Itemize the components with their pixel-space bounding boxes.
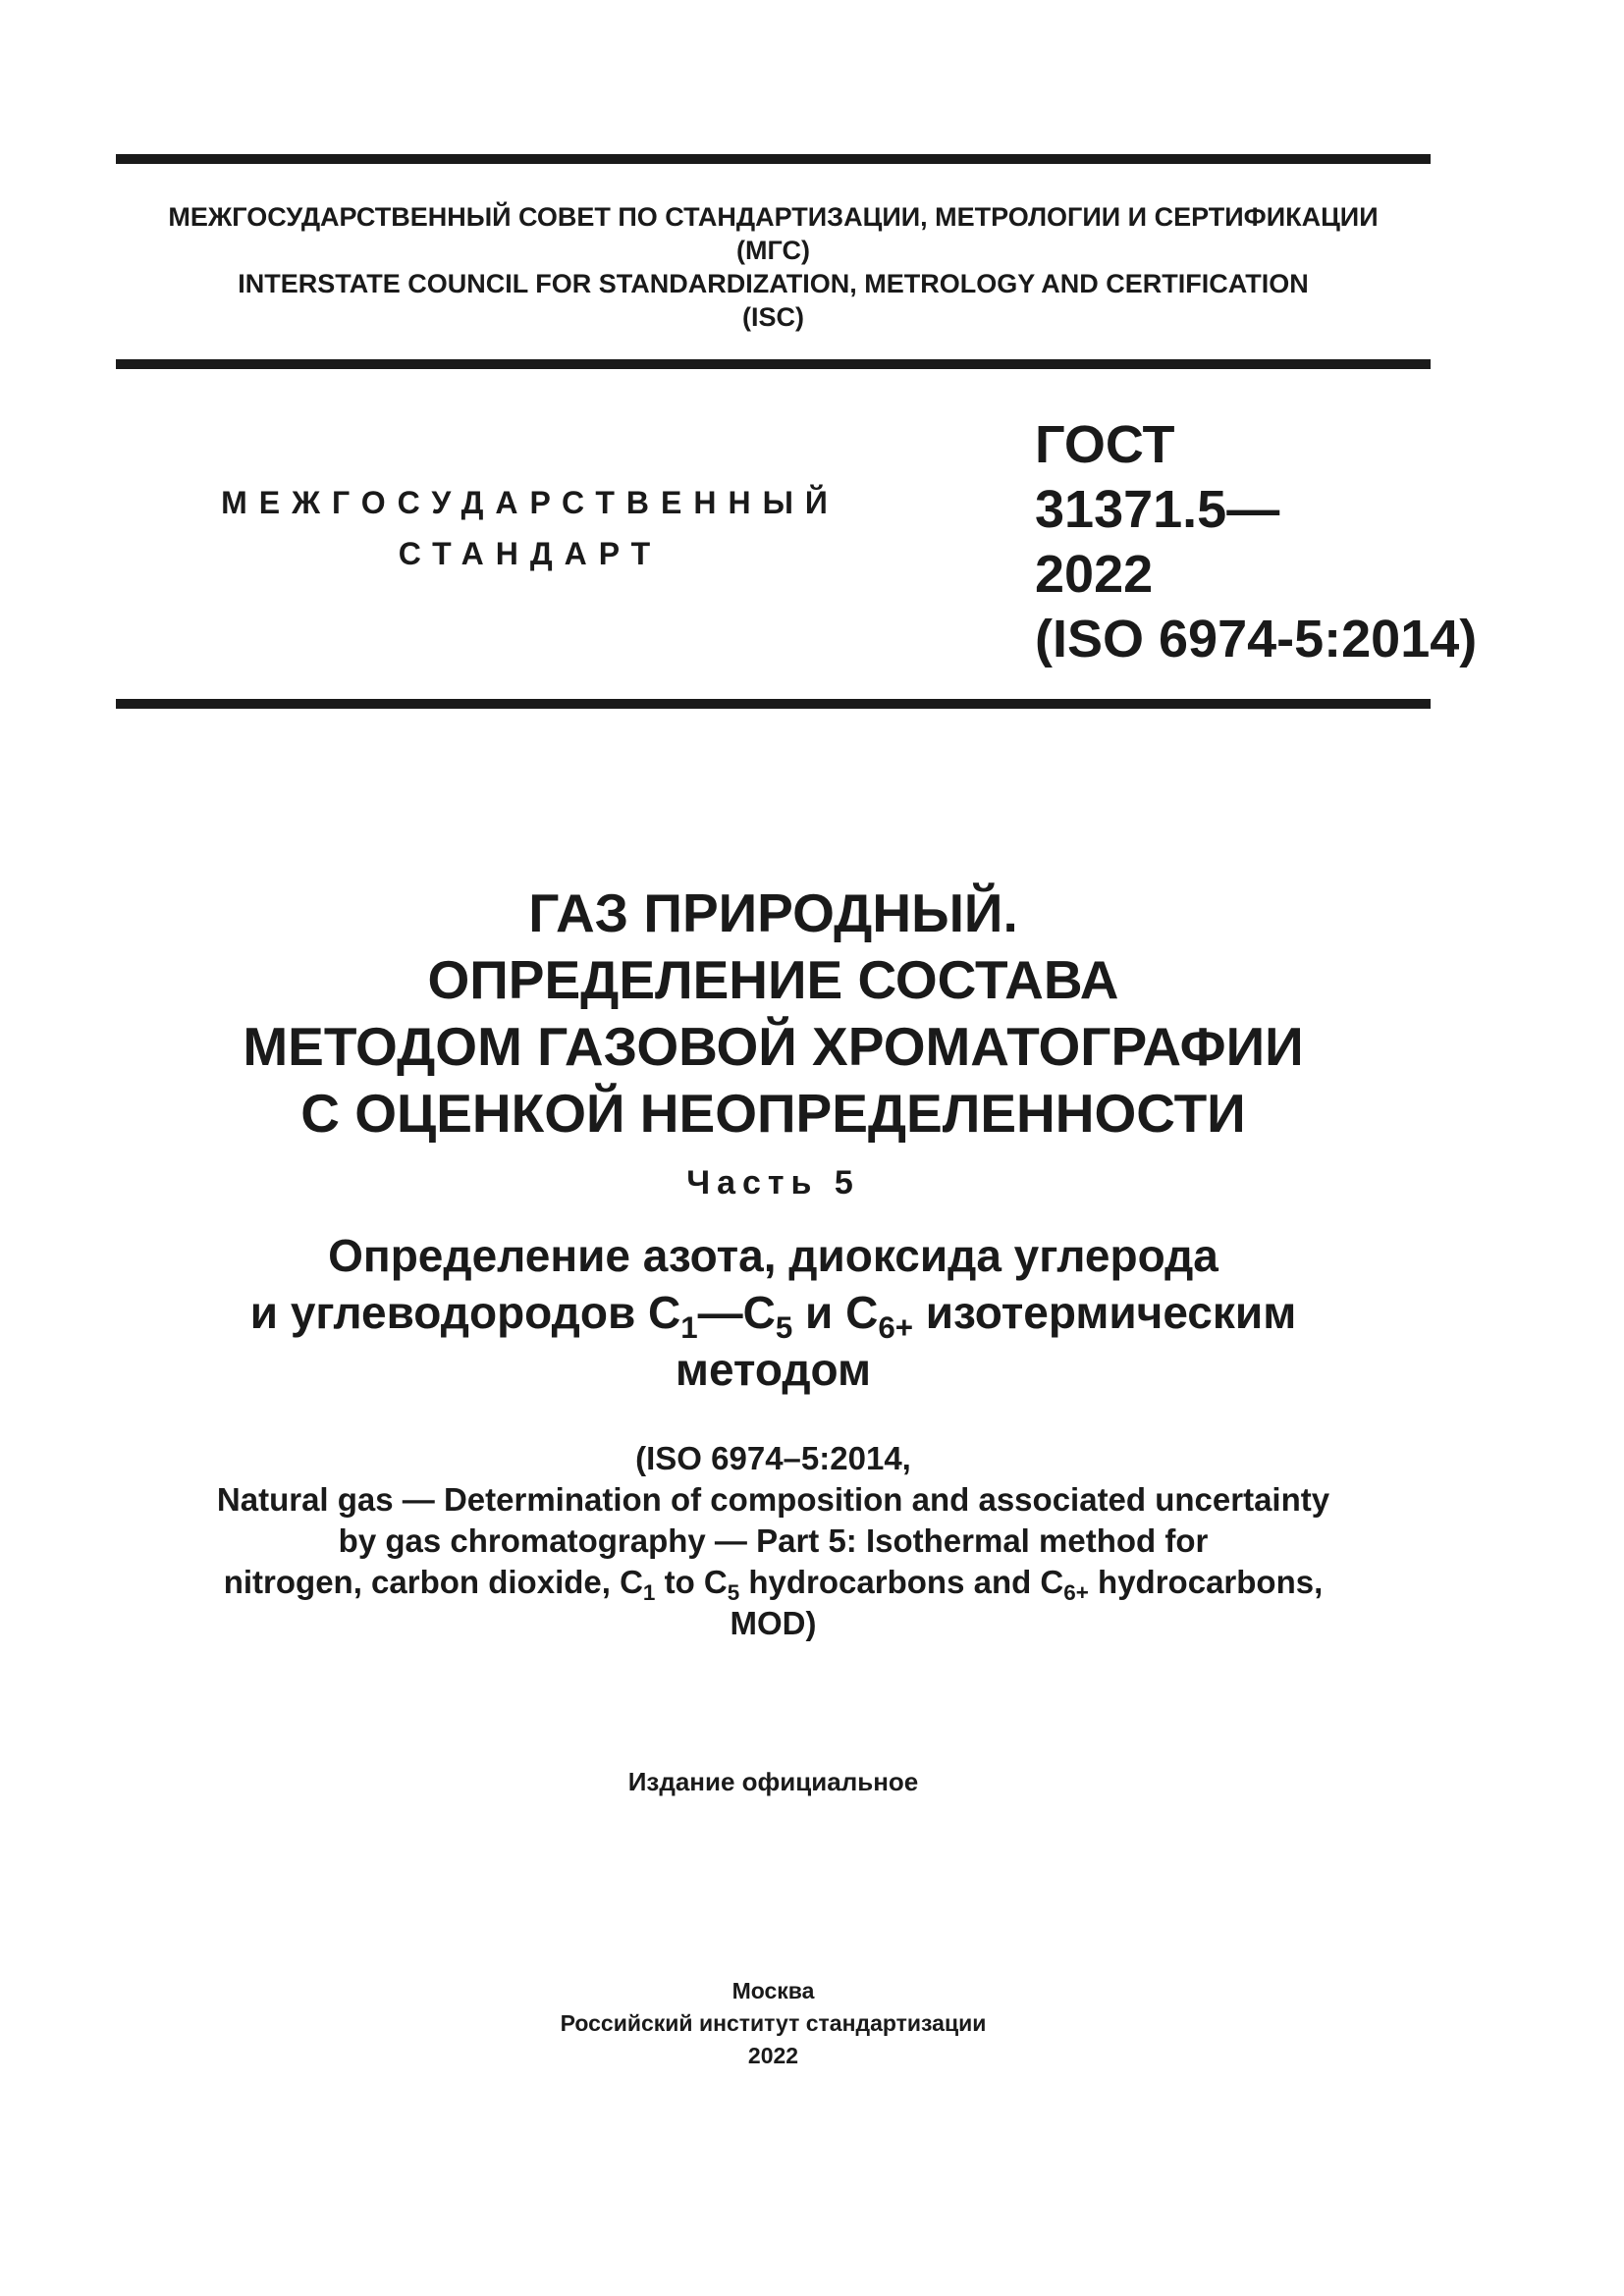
standard-type-line1: МЕЖГОСУДАРСТВЕННЫЙ [221, 485, 839, 520]
subtitle-text: и углеводородов C [249, 1287, 681, 1338]
part-subtitle [116, 1227, 1431, 1398]
edition-label: Издание официальное [627, 1767, 919, 1796]
iso-line-1: (ISO 6974–5:2014, [635, 1440, 911, 1476]
subtitle-line-1: Определение азота, диоксида углерода [328, 1230, 1218, 1281]
iso-description [116, 1438, 1431, 1644]
iso-subscript: 1 [642, 1580, 656, 1606]
iso-subscript: 5 [727, 1580, 740, 1606]
subtitle-text: —C [697, 1287, 776, 1338]
subtitle-text: изотермическим [912, 1287, 1297, 1338]
subtitle-subscript: 6+ [878, 1310, 913, 1345]
council-abbr-ru: (МГС) [736, 236, 810, 265]
gost-label: ГОСТ [1035, 415, 1175, 474]
council-name-en: INTERSTATE COUNCIL FOR STANDARDIZATION, METROLOGY AND CERTIFICATION [238, 269, 1309, 298]
iso-text: hydrocarbons and C [739, 1564, 1064, 1600]
gost-number: 31371.5— [1035, 480, 1280, 539]
gost-year: 2022 [1035, 545, 1154, 604]
title-line-2: ОПРЕДЕЛЕНИЕ СОСТАВА [427, 949, 1119, 1010]
standard-type [187, 477, 874, 579]
publisher-year: 2022 [747, 2043, 799, 2068]
publisher-institute: Российский институт стандартизации [560, 2010, 987, 2036]
document-title [116, 880, 1431, 1147]
designation-rule [116, 699, 1431, 709]
iso-line-2: Natural gas — Determination of composition and associated uncertainty [216, 1481, 1330, 1518]
standard-type-line2: СТАНДАРТ [398, 536, 663, 571]
top-rule [116, 154, 1431, 164]
subtitle-line-3: методом [675, 1344, 872, 1395]
iso-text: nitrogen, carbon dioxide, C [223, 1564, 643, 1600]
publisher-block [116, 1975, 1431, 2072]
gost-iso-ref: (ISO 6974-5:2014) [1035, 610, 1478, 668]
subtitle-subscript: 1 [680, 1310, 698, 1345]
title-line-3: МЕТОДОМ ГАЗОВОЙ ХРОМАТОГРАФИИ [243, 1016, 1304, 1077]
subtitle-text: и C [792, 1287, 879, 1338]
title-line-1: ГАЗ ПРИРОДНЫЙ. [528, 882, 1018, 943]
council-name-ru: МЕЖГОСУДАРСТВЕННЫЙ СОВЕТ ПО СТАНДАРТИЗАЦИИ, МЕТРОЛОГИИ И СЕРТИФИКАЦИИ [168, 202, 1379, 232]
council-header [116, 200, 1431, 334]
iso-line-5: MOD) [730, 1605, 817, 1641]
publisher-city: Москва [731, 1978, 815, 2003]
iso-subscript: 6+ [1063, 1580, 1089, 1606]
council-abbr-en: (ISC) [742, 302, 804, 332]
title-line-4: С ОЦЕНКОЙ НЕОПРЕДЕЛЕННОСТИ [300, 1083, 1246, 1144]
header-rule [116, 359, 1431, 369]
part-label: Часть 5 [686, 1164, 860, 1201]
iso-line-3: by gas chromatography — Part 5: Isothermal method for [338, 1522, 1209, 1559]
iso-text: hydrocarbons, [1088, 1564, 1324, 1600]
subtitle-subscript: 5 [775, 1310, 793, 1345]
iso-line-4 [116, 1562, 1431, 1606]
subtitle-line-2 [116, 1284, 1431, 1345]
gost-designation [1035, 412, 1477, 671]
iso-text: to C [655, 1564, 728, 1600]
